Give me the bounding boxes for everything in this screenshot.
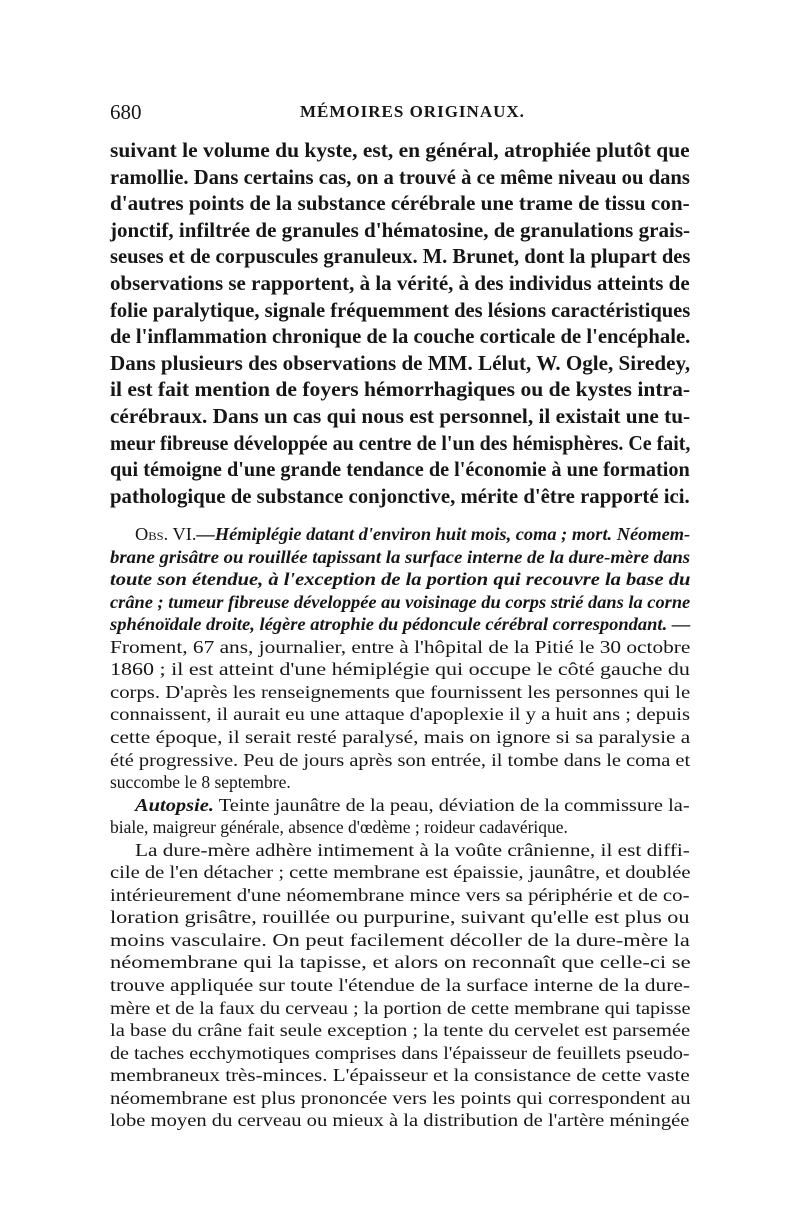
autopsy-line — [110, 815, 568, 839]
text-run: Froment, 67 ans, journalier, entre à l'hôpital de la Pitié le 30 octobre — [110, 636, 691, 657]
text-run: moins vasculaire. On peut facilement décoller de la dure-mère la — [110, 929, 690, 950]
obs-heading: crâne ; tumeur fibreuse développée au voisinage du corps strié dans la corne — [110, 591, 691, 612]
text-run: pathologique de substance conjonctive, mérite d'être rapporté ici. — [110, 483, 690, 508]
body-line — [110, 481, 690, 511]
text-run: succombe le 8 septembre. — [110, 772, 291, 793]
obs-heading: brane grisâtre ou rouillée tapissant la surface interne de la dure-mère dans — [110, 546, 691, 567]
body-line — [110, 135, 690, 165]
text-run: été progressive. Peu de jours après son entrée, il tombe dans le coma et — [110, 749, 691, 770]
obs-heading-line — [135, 522, 690, 546]
text-run: folie paralytique, signale fréquemment des lésions caractéristiques — [110, 297, 691, 322]
text-run: 1860 ; il est atteint d'une hémiplégie qui occupe le côté gauche du — [110, 659, 690, 680]
text-run: cette époque, il serait resté paralysé, mais on ignore si sa paralysie a — [110, 726, 691, 747]
obs-text-line — [110, 725, 690, 749]
text-run: de l'inflammation chronique de la couche corticale de l'encéphale. — [110, 324, 691, 349]
autopsy-line — [110, 996, 691, 1020]
text-run: membraneux très-minces. L'épaisseur et la consistance de cette vaste — [110, 1065, 690, 1086]
obs-text-line — [110, 770, 291, 794]
running-head — [110, 98, 695, 126]
text-run: cérébraux. Dans un cas qui nous est personnel, il existait une tu- — [110, 404, 691, 428]
autopsy-line — [110, 883, 690, 907]
running-title: MÉMOIRES ORIGINAUX. — [300, 102, 525, 121]
obs-text-line — [110, 657, 690, 681]
obs-heading: toute son étendue, à l'exception de la portion qui recouvre la base du — [110, 569, 691, 590]
text-run: observations se rapportent, à la vérité, à des individus atteints de — [110, 271, 690, 295]
obs-heading-line — [110, 590, 690, 614]
autopsy-line — [110, 1063, 690, 1087]
autopsy-line — [110, 950, 691, 974]
body-line — [110, 268, 690, 298]
autopsy-label: Autopsie. — [135, 794, 214, 815]
text-run: suivant le volume du kyste, est, en général, atrophiée plutôt que — [110, 138, 690, 162]
autopsy-line — [110, 1018, 690, 1042]
autopsy-line — [110, 1086, 690, 1110]
obs-heading: —Hémiplégie datant d'environ huit mois, coma ; mort. Néomem- — [196, 524, 691, 544]
text-run: de taches ecchymotiques comprises dans l'épaisseur de feuillets pseudo- — [110, 1042, 690, 1063]
text-run: néomembrane qui la tapisse, et alors on reconnaît que celle-ci se — [110, 952, 691, 973]
body-line — [110, 215, 690, 245]
text-run: jonctif, infiltrée de granules d'hématosine, de granulations grais- — [110, 217, 691, 242]
autopsy-line — [135, 793, 690, 817]
text-run: trouve appliquée sur toute l'étendue de la surface interne de la dure- — [110, 975, 690, 995]
obs-heading-line — [110, 567, 690, 591]
obs-text-line — [110, 680, 690, 704]
text-run: corps. D'après les renseignements que fournissent les personnes qui le — [110, 681, 691, 702]
body-line — [110, 295, 690, 325]
text-run: loration grisâtre, rouillée ou purpurine, suivant qu'elle est plus ou — [110, 907, 690, 928]
text-run: cile de l'en détacher ; cette membrane est épaissie, jaunâtre, et doublée — [110, 862, 691, 883]
text-run: lobe moyen du cerveau ou mieux à la distribution de l'artère méningée — [110, 1110, 690, 1131]
body-line — [110, 241, 690, 271]
autopsy-line — [110, 905, 689, 929]
obs-label: Obs. VI. — [135, 524, 197, 544]
body-line — [110, 321, 690, 351]
text-run: ramollie. Dans certains cas, on a trouvé à ce même niveau ou dans — [110, 164, 690, 189]
obs-text-line — [110, 635, 690, 659]
text-run: Teinte jaunâtre de la peau, déviation de la commissure la- — [213, 794, 690, 815]
obs-text-line — [110, 748, 690, 772]
text-run: biale, maigreur générale, absence d'œdème ; roideur cadavérique. — [110, 817, 568, 838]
text-run: meur fibreuse développée au centre de l'un des hémisphères. Ce fait, — [110, 430, 691, 455]
body-line — [110, 162, 690, 192]
obs-heading-line — [110, 545, 690, 569]
body-line — [110, 401, 690, 431]
text-run: qui témoigne d'une grande tendance de l'économie à une formation — [110, 457, 690, 482]
text-run: la base du crâne fait seule exception ; la tente du cervelet est parsemée — [110, 1020, 691, 1041]
text-run: connaissent, il aurait eu une attaque d'apoplexie il y a huit ans ; depuis — [110, 704, 691, 725]
text-run: d'autres points de la substance cérébrale une trame de tissu con- — [110, 191, 690, 216]
text-run: il est fait mention de foyers hémorrhagiques ou de kystes intra- — [110, 377, 691, 402]
text-run: néomembrane est plus prononcée vers les points qui correspondent au — [110, 1087, 691, 1108]
autopsy-line — [110, 1041, 690, 1065]
page-number: 680 — [110, 100, 142, 124]
obs-heading-line — [110, 612, 690, 636]
body-line — [110, 428, 690, 458]
autopsy-line — [110, 1108, 689, 1132]
text-run: seuses et de corpuscules granuleux. M. Brunet, dont la plupart des — [110, 244, 691, 269]
text-run: mère et de la faux du cerveau ; la portion de cette membrane qui tapisse — [110, 997, 691, 1018]
autopsy-line — [110, 860, 690, 884]
autopsy-line — [110, 973, 690, 997]
body-line — [110, 348, 690, 378]
body-line — [110, 188, 690, 218]
body-line — [110, 374, 690, 404]
body-line — [110, 454, 690, 484]
autopsy-line — [110, 928, 690, 952]
text-run: intérieurement d'une néomembrane mince vers sa périphérie et de co- — [110, 884, 690, 905]
obs-heading: sphénoïdale droite, légère atrophie du pédoncule cérébral correspondant. — — [110, 614, 691, 635]
text-run: La dure-mère adhère intimement à la voûte crânienne, il est diffi- — [135, 839, 690, 860]
obs-text-line — [110, 702, 690, 726]
text-run: Dans plusieurs des observations de MM. Lélut, W. Ogle, Siredey, — [110, 350, 691, 375]
autopsy-line — [135, 838, 690, 862]
